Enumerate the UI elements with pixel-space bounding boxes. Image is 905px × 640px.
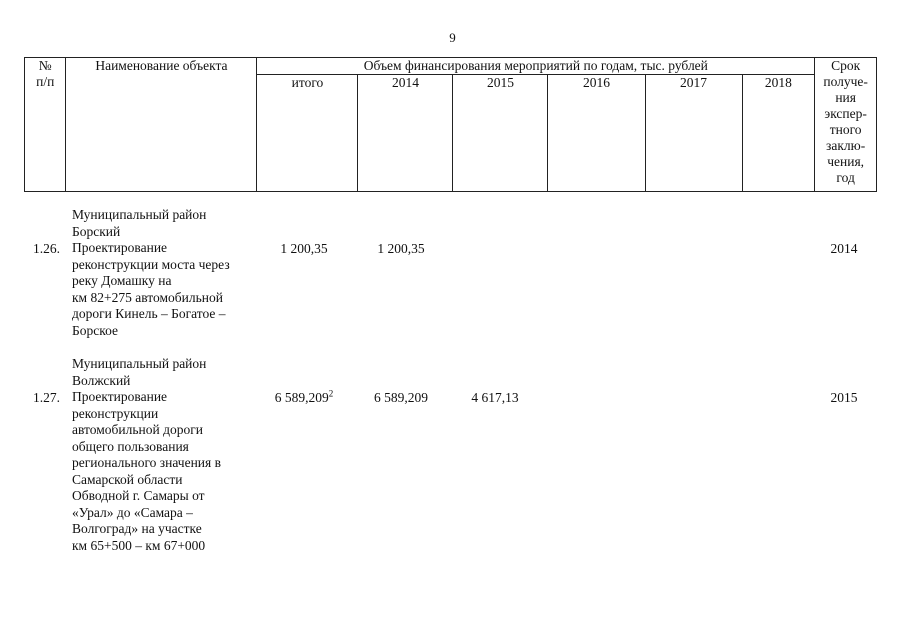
row-total: 6 589,209$^2$ <box>274 388 334 405</box>
header-object-name: Наименование объекта <box>66 58 257 192</box>
row-object-name: Муниципальный район Волжский Проектирование реконструкции автомобильной дороги общего пользования регионального значения в Самарской области Обводной г. Самары от «Урал» до «Самара – Волгоград» на участке км 65+500 – км 67+000 <box>72 356 221 553</box>
row-total: 1 200,35 <box>280 241 328 256</box>
row-number: 1.26. <box>33 241 60 256</box>
row-2014: 1 200,35 <box>377 241 425 256</box>
row-term: 2014 <box>830 241 858 256</box>
row-2014: 6 589,209 <box>374 390 428 405</box>
header-funding: Объем финансирования мероприятий по годам, тыс. рублей <box>257 58 815 75</box>
header-no: № п/п <box>25 58 66 192</box>
table-header <box>24 57 877 192</box>
row-number: 1.27. <box>33 390 60 405</box>
footnote-marker: 2 <box>328 388 334 399</box>
page-number: 9 <box>449 30 456 45</box>
row-term: 2015 <box>830 390 858 405</box>
row-2015: 4 617,13 <box>471 390 519 405</box>
header-year-2015: 2015 <box>453 75 548 192</box>
header-year-2014: 2014 <box>358 75 453 192</box>
header-year-2016: 2016 <box>548 75 645 192</box>
header-total: итого <box>257 75 358 192</box>
header-year-2018: 2018 <box>742 75 815 192</box>
header-year-2017: 2017 <box>645 75 742 192</box>
row-object-name: Муниципальный район Борский Проектирование реконструкции моста через реку Домашку на км 82+275 автомобильной дороги Кинель – Богатое – Борское <box>72 207 230 338</box>
header-term: Срок получе- ния экспер- тного заклю- чения, год <box>815 58 877 192</box>
